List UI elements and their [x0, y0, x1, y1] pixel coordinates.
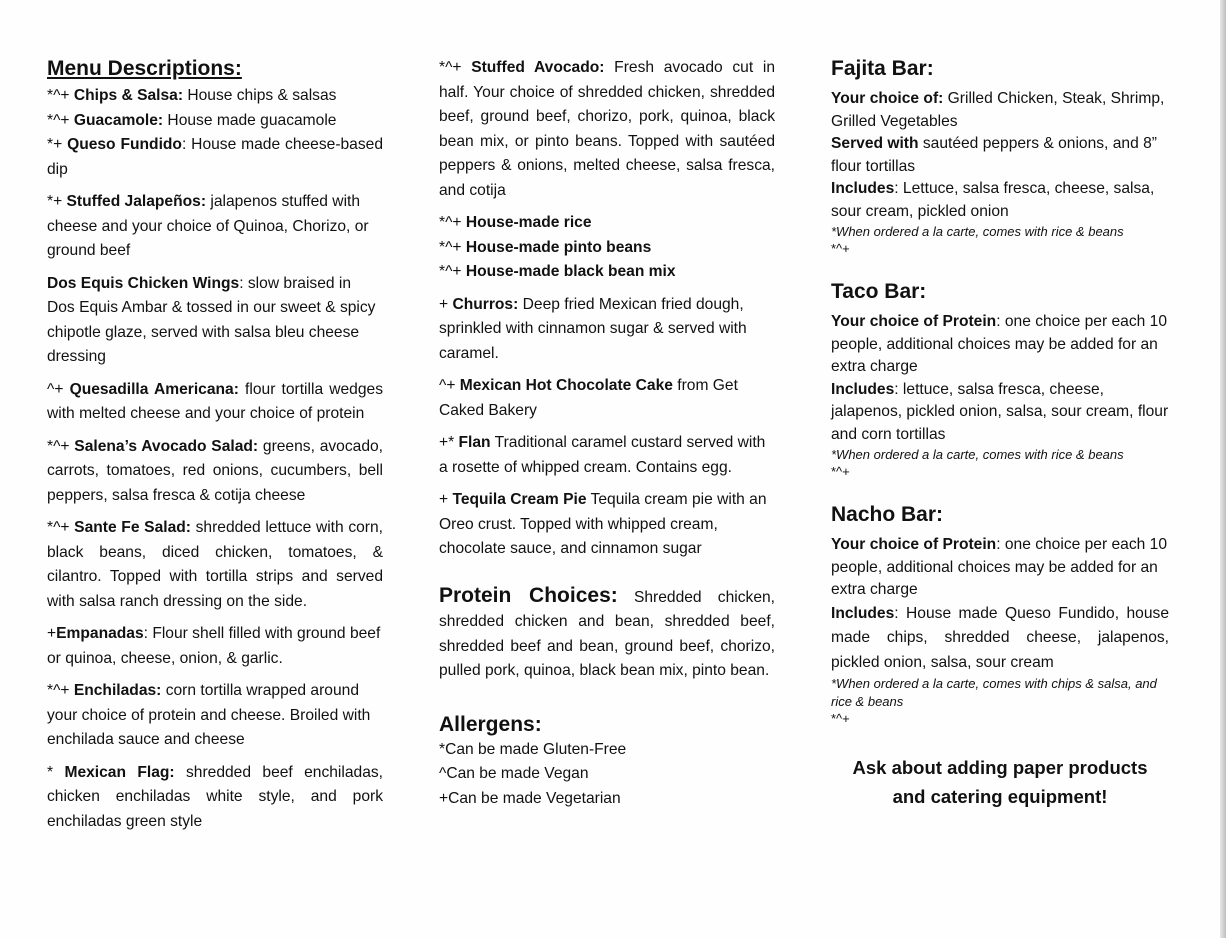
nacho-includes — [831, 602, 1169, 676]
menu-item — [47, 761, 383, 835]
item-symbols: *^+ — [439, 263, 466, 280]
menu-item — [439, 488, 775, 562]
item-name: Salena’s Avocado Salad: — [74, 437, 259, 455]
taco-symbols: *^+ — [831, 464, 850, 479]
item-symbols: ^+ — [439, 377, 460, 394]
nacho-note: *When ordered a la carte, comes with chips & salsa, and rice & beans — [831, 676, 1157, 709]
taco-includes-label: Includes — [831, 380, 895, 398]
allergens-title: Allergens: — [439, 712, 542, 736]
item-name: Churros: — [452, 295, 519, 313]
item-desc: : slow braised in Dos Equis Ambar & tossed in our sweet & spicy chipotle glaze, served with salsa bleu cheese dressing — [47, 274, 376, 365]
item-name: House-made black bean mix — [465, 263, 676, 280]
fajita-served-text: sautéed peppers & onions, and 8” flour tortillas — [831, 135, 1157, 175]
menu-item — [439, 236, 775, 261]
item-desc: greens, avocado, carrots, tomatoes, red onions, cucumbers, bell peppers, salsa fresca & cotija cheese — [47, 437, 383, 504]
protein-choices — [439, 584, 775, 684]
item-symbols: *^+ — [47, 87, 74, 104]
column-sides-desserts — [439, 56, 775, 811]
nacho-choice-text: : one choice per each 10 people, additional choices may be added for an extra charge — [831, 536, 1167, 598]
item-desc: House chips & salsas — [183, 87, 337, 104]
item-symbols: *^+ — [439, 238, 466, 256]
fajita-symbols: *^+ — [831, 241, 850, 256]
item-desc: corn tortilla wrapped around your choice of protein and cheese. Broiled with enchilada sauce and cheese — [47, 682, 371, 748]
item-desc: : House made cheese-based dip — [47, 136, 383, 178]
item-desc: shredded beef enchiladas, chicken enchiladas white style, and pork enchiladas green style — [47, 763, 384, 830]
menu-item — [439, 293, 775, 367]
allergen-line: ^Can be made Vegan — [439, 765, 589, 782]
menu-item — [47, 435, 383, 509]
page-edge-shadow — [1220, 0, 1226, 938]
item-name: House-made pinto beans — [465, 238, 652, 256]
item-name: Sante Fe Salad: — [74, 519, 191, 536]
menu-item — [47, 622, 383, 671]
item-name: Stuffed Avocado: — [471, 59, 605, 76]
item-name: Quesadilla Americana: — [69, 380, 239, 398]
fajita-includes-text: : Lettuce, salsa fresca, cheese, salsa, sour cream, pickled onion — [831, 180, 1155, 220]
fajita-note: *When ordered a la carte, comes with rice & beans — [831, 224, 1124, 239]
column-bars — [831, 56, 1169, 811]
item-desc: : Flour shell filled with ground beef or quinoa, cheese, onion, & garlic. — [47, 625, 381, 667]
item-desc: flour tortilla wedges with melted cheese and your choice of protein — [47, 380, 383, 422]
fajita-served — [831, 133, 1169, 178]
menu-item — [47, 679, 383, 753]
taco-choice-label: Your choice of Protein — [831, 313, 997, 330]
menu-item — [439, 260, 775, 285]
menu-descriptions-title: Menu Descriptions: — [47, 57, 242, 80]
item-name: Stuffed Jalapeños: — [66, 193, 207, 210]
fajita-bar — [831, 56, 1169, 257]
item-symbols: *^+ — [47, 519, 75, 536]
taco-bar — [831, 279, 1169, 480]
menu-item — [47, 378, 383, 427]
item-symbols: +* — [439, 434, 459, 451]
item-name: Guacamole: — [73, 111, 164, 129]
item-symbols: *^+ — [47, 682, 74, 699]
item-name: Dos Equis Chicken Wings — [47, 274, 240, 292]
item-symbols: + — [47, 625, 57, 642]
callout-line-1: Ask about adding paper products — [852, 757, 1148, 778]
nacho-choice — [831, 534, 1169, 602]
item-desc: Deep fried Mexican fried dough, sprinkled with cinnamon sugar & served with caramel. — [439, 295, 747, 362]
item-desc: Fresh avocado cut in half. Your choice of shredded chicken, shredded beef, ground beef, chorizo, pork, quinoa, black bean mix, or pinto beans. Topped with sautéed peppers & onions, melted cheese, salsa fresca, and cotija — [439, 59, 775, 199]
taco-includes-text: : lettuce, salsa fresca, cheese, jalapenos, pickled onion, salsa, sour cream, flour and corn tortillas — [831, 380, 1169, 443]
item-name: Tequila Cream Pie — [452, 491, 587, 508]
paper-products-callout — [831, 753, 1169, 811]
nacho-symbols: *^+ — [831, 711, 850, 726]
item-desc: jalapenos stuffed with cheese and your choice of Quinoa, Chorizo, or ground beef — [47, 193, 369, 259]
fajita-bar-title: Fajita Bar: — [831, 57, 934, 80]
item-name: Chips & Salsa: — [73, 87, 184, 104]
protein-choices-title: Protein Choices: — [439, 583, 618, 607]
fajita-choice — [831, 88, 1169, 133]
menu-item — [47, 84, 383, 109]
item-name: House-made rice — [465, 214, 592, 231]
fajita-choice-label: Your choice of: — [831, 90, 944, 107]
item-name: Enchiladas: — [73, 682, 162, 699]
menu-item — [47, 272, 383, 370]
menu-item — [439, 431, 775, 480]
item-symbols: *+ — [47, 136, 68, 153]
item-name: Mexican Hot Chocolate Cake — [459, 377, 673, 394]
menu-item — [47, 516, 383, 614]
menu-item — [47, 109, 383, 134]
item-name: Empanadas — [56, 625, 144, 642]
item-desc: from Get Caked Bakery — [439, 377, 738, 419]
item-symbols: *^+ — [47, 111, 74, 129]
fajita-includes-label: Includes — [831, 180, 895, 197]
item-desc: shredded lettuce with corn, black beans, diced chicken, tomatoes, & cilantro. Topped with tortilla strips and served with salsa ranch dressing on the side. — [47, 519, 384, 610]
menu-item — [47, 133, 383, 182]
allergen-line: *Can be made Gluten-Free — [439, 740, 627, 758]
item-symbols: + — [439, 295, 453, 313]
item-symbols: *^+ — [439, 214, 466, 231]
protein-choices-text: Shredded chicken, shredded chicken and bean, shredded beef, shredded beef and bean, ground beef, chorizo, pulled pork, quinoa, black bean mix, pinto bean. — [439, 588, 775, 679]
item-symbols: *+ — [47, 193, 67, 210]
column-menu-descriptions — [47, 56, 383, 842]
menu-item — [47, 190, 383, 264]
nacho-bar-title: Nacho Bar: — [831, 503, 944, 526]
callout-line-2: and catering equipment! — [892, 786, 1108, 807]
nacho-bar — [831, 502, 1169, 727]
item-symbols: *^+ — [439, 59, 472, 76]
item-desc: Traditional caramel custard served with a rosette of whipped cream. Contains egg. — [439, 434, 766, 476]
fajita-includes — [831, 178, 1169, 223]
taco-choice — [831, 311, 1169, 379]
fajita-choice-text: Grilled Chicken, Steak, Shrimp, Grilled Vegetables — [831, 90, 1165, 130]
item-name: Flan — [458, 434, 491, 451]
menu-item — [439, 211, 775, 236]
taco-bar-title: Taco Bar: — [831, 280, 927, 303]
taco-includes — [831, 379, 1169, 447]
item-name: Queso Fundido — [67, 136, 182, 153]
item-symbols: ^+ — [47, 380, 70, 398]
item-symbols: + — [439, 491, 453, 508]
item-name: Mexican Flag: — [64, 763, 175, 781]
item-desc: House made guacamole — [163, 111, 337, 129]
fajita-served-label: Served with — [831, 135, 919, 152]
item-desc: Tequila cream pie with an Oreo crust. Topped with whipped cream, chocolate sauce, and cinnamon sugar — [439, 491, 767, 557]
nacho-includes-label: Includes — [831, 604, 895, 622]
item-symbols: * — [47, 763, 65, 781]
nacho-includes-text: : House made Queso Fundido, house made chips, shredded cheese, jalapenos, pickled onion, salsa, sour cream — [831, 604, 1169, 671]
menu-item — [439, 56, 775, 203]
allergen-line: +Can be made Vegetarian — [439, 789, 621, 807]
taco-choice-text: : one choice per each 10 people, additional choices may be added for an extra charge — [831, 313, 1167, 375]
nacho-choice-label: Your choice of Protein — [831, 536, 997, 553]
menu-item — [439, 374, 775, 423]
taco-note: *When ordered a la carte, comes with rice & beans — [831, 447, 1124, 462]
item-symbols: *^+ — [47, 437, 75, 455]
